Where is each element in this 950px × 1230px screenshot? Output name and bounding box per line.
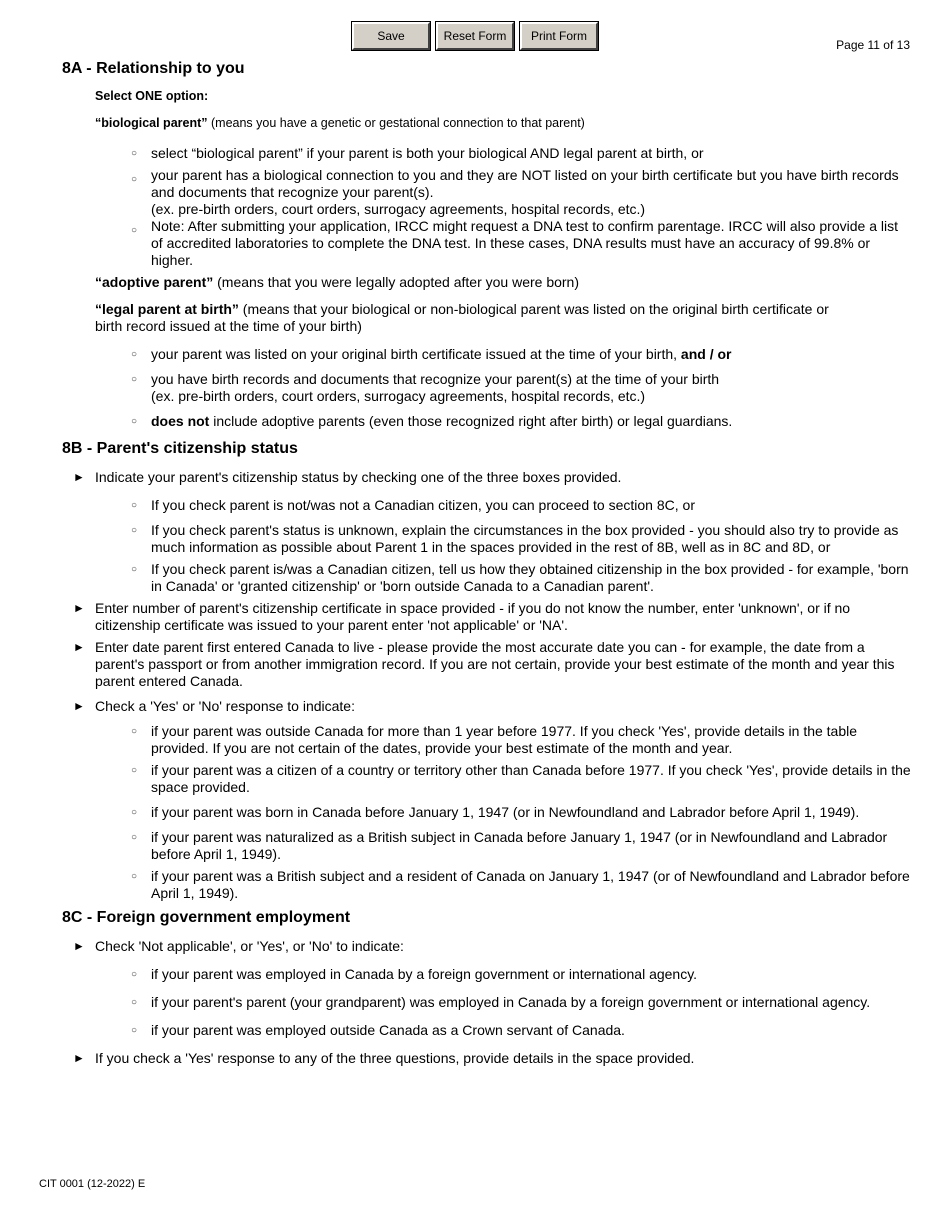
print-form-button[interactable]: Print Form	[520, 22, 598, 50]
circle-bullet-icon: ○	[131, 416, 138, 427]
list-item: ► Check a 'Yes' or 'No' response to indicate:	[73, 698, 355, 714]
circle-bullet-icon: ○	[131, 726, 138, 737]
triangle-bullet-icon: ►	[73, 699, 85, 713]
circle-bullet-icon: ○	[131, 871, 138, 882]
list-item: ► If you check a 'Yes' response to any of the three questions, provide details in the space provided.	[73, 1050, 695, 1066]
reset-form-button[interactable]: Reset Form	[436, 22, 514, 50]
triangle-bullet-icon: ►	[73, 1051, 85, 1065]
list-item: ○ if your parent was employed in Canada by a foreign government or international agency.	[131, 966, 698, 982]
list-item: ○ you have birth records and documents that recognize your parent(s) at the time of your birth (ex. pre-birth orders, court orders, surrogacy agreements, hospital records, etc.)	[131, 371, 720, 404]
circle-bullet-icon: ○	[131, 374, 138, 385]
circle-bullet-icon: ○	[131, 765, 138, 776]
circle-bullet-icon: ○	[131, 997, 138, 1008]
list-item: ○ Note: After submitting your application, IRCC might request a DNA test to confirm parentage. IRCC will also provide a list of accredited laboratories to complete the DNA test. In these cases, DNA results must have an accuracy of 99.8% or higher.	[131, 218, 898, 268]
list-item: ► Check 'Not applicable', or 'Yes', or 'No' to indicate:	[73, 938, 404, 954]
biological-parent-definition: “biological parent” (means you have a genetic or gestational connection to that parent)	[95, 116, 585, 130]
list-item: ► Indicate your parent's citizenship status by checking one of the three boxes provided.	[73, 469, 622, 485]
legal-parent-definition: “legal parent at birth” (means that your biological or non-biological parent was listed on the original birth certificate or birth record issued at the time of your birth)	[95, 301, 829, 334]
triangle-bullet-icon: ►	[73, 470, 85, 484]
list-item: ○ if your parent was naturalized as a British subject in Canada before January 1, 1947 (or in Newfoundland and Labrador before April 1, 1949).	[131, 829, 888, 862]
list-item: ○ if your parent was employed outside Canada as a Crown servant of Canada.	[131, 1022, 625, 1038]
list-item: ○ if your parent was a British subject and a resident of Canada on January 1, 1947 (or of Newfoundland and Labrador before April 1, 1949).	[131, 868, 910, 901]
triangle-bullet-icon: ►	[73, 640, 85, 654]
triangle-bullet-icon: ►	[73, 939, 85, 953]
circle-bullet-icon: ○	[131, 1025, 138, 1036]
select-one-label: Select ONE option:	[95, 89, 209, 103]
list-item: ► Enter number of parent's citizenship certificate in space provided - if you do not know the number, enter 'unknown', or if no citizenship certificate was issued to your parent enter 'not applicable' or 'NA'.	[73, 600, 851, 633]
list-item: ○ If you check parent is/was a Canadian citizen, tell us how they obtained citizenship in the box provided - for example, 'born in Canada' or 'granted citizenship' or 'born outside Canada to a Canadian parent'.	[131, 561, 909, 594]
list-item: ► Enter date parent first entered Canada to live - please provide the most accurate date you can - for example, the date from a parent's passport or from another immigration record. If you are not certain, provide your best estimate of the month and year this parent entered Canada.	[73, 639, 895, 689]
circle-bullet-icon: ○	[131, 525, 138, 536]
list-item: ○ select “biological parent” if your parent is both your biological AND legal parent at birth, or	[131, 145, 704, 161]
list-item: ○ your parent was listed on your original birth certificate issued at the time of your birth, and / or	[131, 346, 732, 362]
circle-bullet-icon: ○	[131, 225, 138, 236]
list-item: ○ if your parent was outside Canada for more than 1 year before 1977. If you check 'Yes', provide details in the table provided. If you are not certain of the dates, provide your best estimate of the month and year.	[131, 723, 858, 756]
circle-bullet-icon: ○	[131, 807, 138, 818]
form-code: CIT 0001 (12-2022) E	[39, 1178, 146, 1190]
circle-bullet-icon: ○	[131, 500, 138, 511]
section-8a-heading: 8A - Relationship to you	[62, 60, 245, 77]
circle-bullet-icon: ○	[131, 564, 138, 575]
list-item: ○ if your parent's parent (your grandparent) was employed in Canada by a foreign government or international agency.	[131, 994, 871, 1010]
circle-bullet-icon: ○	[131, 969, 138, 980]
adoptive-parent-definition: “adoptive parent” (means that you were legally adopted after you were born)	[95, 274, 580, 290]
save-button[interactable]: Save	[352, 22, 430, 50]
list-item: ○ your parent has a biological connection to you and they are NOT listed on your birth certificate but you have birth records and documents that recognize your parent(s). (ex. pre-birth orders, court orders, surrogacy agreements, hospital records, etc.)	[131, 167, 899, 217]
section-8c-heading: 8C - Foreign government employment	[62, 909, 351, 926]
page-number: Page 11 of 13	[836, 38, 910, 52]
list-item: ○ If you check parent is not/was not a Canadian citizen, you can proceed to section 8C, or	[131, 497, 695, 513]
circle-bullet-icon: ○	[131, 174, 138, 185]
list-item: ○ does not include adoptive parents (even those recognized right after birth) or legal guardians.	[131, 413, 733, 429]
list-item: ○ If you check parent's status is unknown, explain the circumstances in the box provided - you should also try to provide as much information as possible about Parent 1 in the spaces provided in the rest of 8B, well as in 8C and 8D, or	[131, 522, 899, 555]
circle-bullet-icon: ○	[131, 832, 138, 843]
list-item: ○ if your parent was a citizen of a country or territory other than Canada before 1977. If you check 'Yes', provide details in the space provided.	[131, 762, 911, 795]
section-8b-heading: 8B - Parent's citizenship status	[62, 440, 298, 457]
form-toolbar	[352, 22, 598, 50]
triangle-bullet-icon: ►	[73, 601, 85, 615]
list-item: ○ if your parent was born in Canada before January 1, 1947 (or in Newfoundland and Labrador before April 1, 1949).	[131, 804, 860, 820]
circle-bullet-icon: ○	[131, 148, 138, 159]
circle-bullet-icon: ○	[131, 349, 138, 360]
